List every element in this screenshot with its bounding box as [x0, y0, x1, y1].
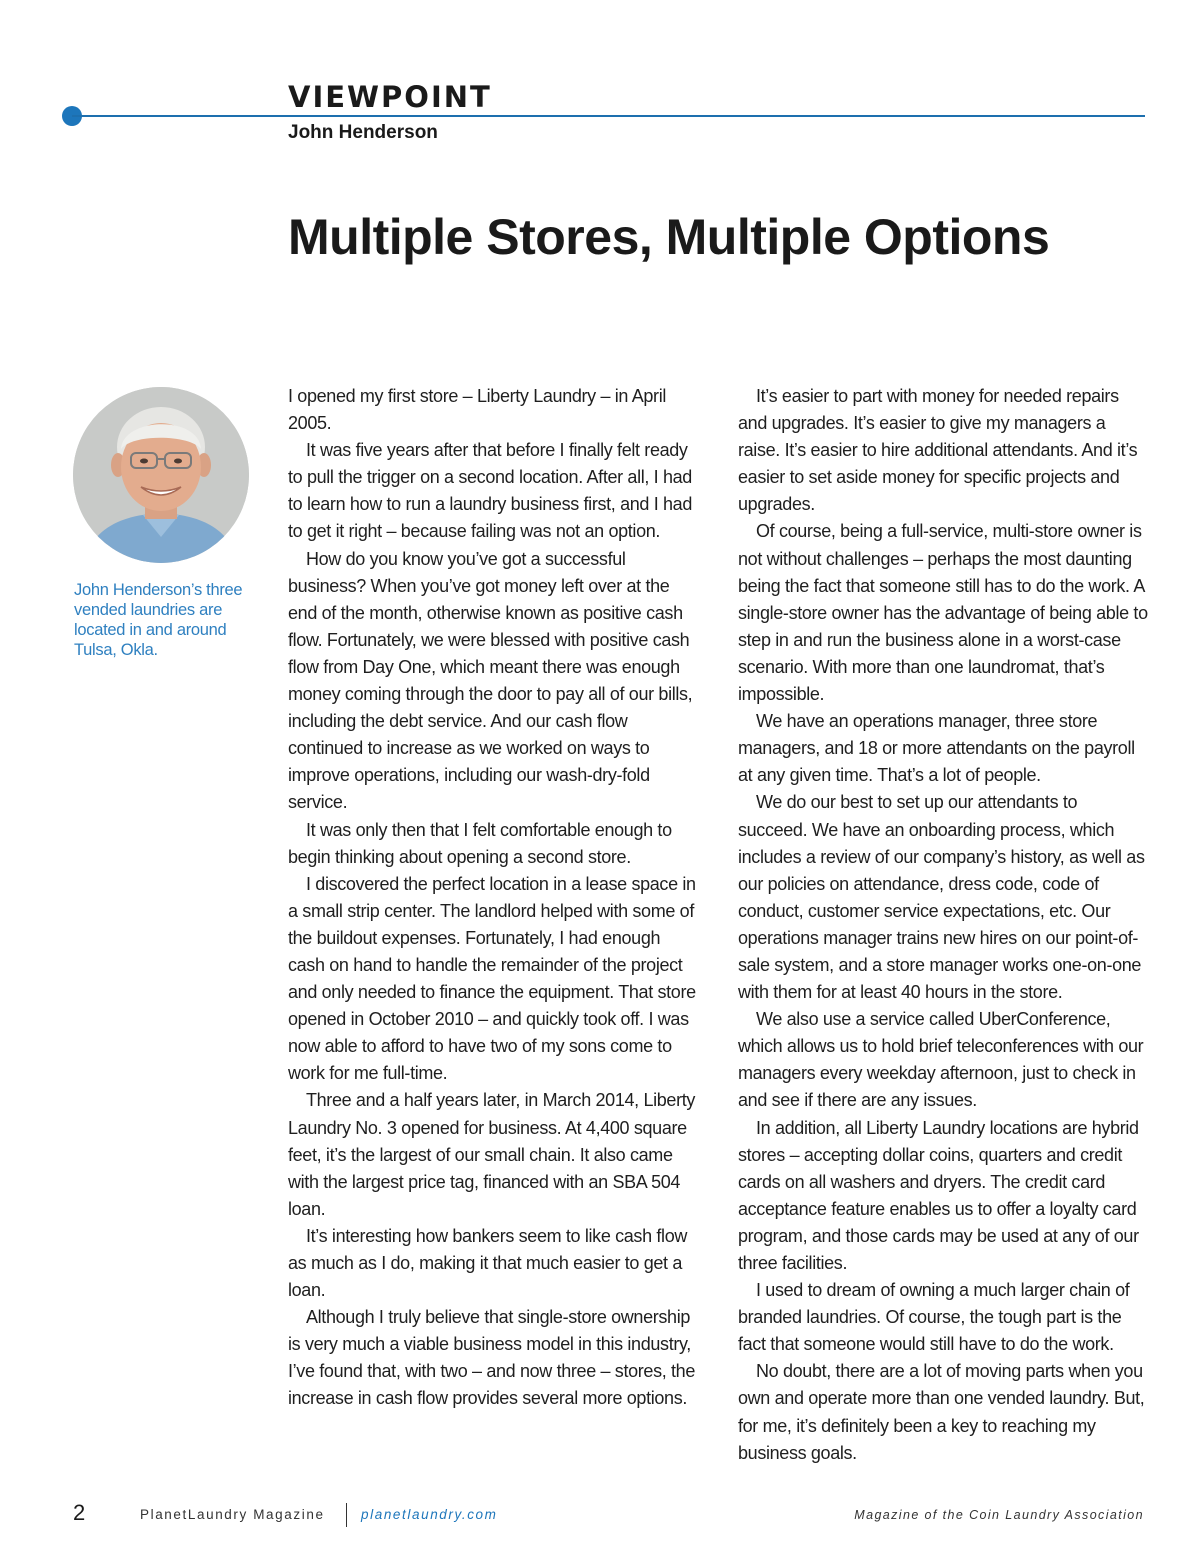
- article-column-left: [288, 383, 698, 1413]
- article-title: Multiple Stores, Multiple Options: [288, 209, 1050, 265]
- paragraph: Of course, being a full-service, multi-store owner is not without challenges – perhaps the most daunting being the fact that someone still has to do the work. A single-store owner has the advantage of being able to step in and run the business alone in a worst-case scenario. With more than one laundromat, that’s impossible.: [738, 521, 1148, 705]
- footer-divider: [346, 1503, 347, 1527]
- paragraph: It was five years after that before I finally felt ready to pull the trigger on a second location. After all, I had to learn how to run a laundry business first, and I had to get it right – because failing was not an option.: [288, 440, 692, 542]
- paragraph: I opened my first store – Liberty Laundry – in April 2005.: [288, 386, 667, 434]
- header-rule: [72, 115, 1145, 117]
- author-byline: John Henderson: [288, 122, 438, 143]
- paragraph: We have an operations manager, three store managers, and 18 or more attendants on the payroll at any given time. That’s a lot of people.: [738, 711, 1135, 786]
- page-number: 2: [73, 1500, 86, 1525]
- paragraph: It was only then that I felt comfortable enough to begin thinking about opening a second store.: [288, 819, 672, 867]
- paragraph: We also use a service called UberConference, which allows us to hold brief teleconferences with our managers every weekday afternoon, just to check in and see if there are any issues.: [738, 1009, 1144, 1111]
- section-label: VIEWPOINT: [288, 80, 492, 114]
- paragraph: In addition, all Liberty Laundry locations are hybrid stores – accepting dollar coins, quarters and credit cards on all washers and dryers. The credit card acceptance feature enables us to offer a loyalty card program, and those cards may be used at any of our three facilities.: [738, 1117, 1139, 1273]
- paragraph: I discovered the perfect location in a lease space in a small strip center. The landlord helped with some of the buildout expenses. Fortunately, I had enough cash on hand to handle the remainder of the project and only needed to finance the equipment. That store opened in October 2010 – and quickly took off. I was now able to afford to have two of my sons come to work for me full-time.: [288, 873, 696, 1084]
- paragraph: It’s interesting how bankers seem to like cash flow as much as I do, making it that much easier to get a loan.: [288, 1225, 688, 1301]
- publication-name: PlanetLaundry Magazine: [140, 1507, 325, 1522]
- paragraph: Three and a half years later, in March 2014, Liberty Laundry No. 3 opened for business. At 4,400 square feet, it’s the largest of our small chain. It also came with the largest price tag, financed with an SBA 504 loan.: [288, 1090, 696, 1219]
- article-column-right: [738, 383, 1150, 1467]
- author-photo: [73, 387, 249, 563]
- paragraph: How do you know you’ve got a successful business? When you’ve got money left over at the end of the month, otherwise known as positive cash flow. Fortunately, we were blessed with positive cash flow from Day One, which meant there was enough money coming through the door to pay all of our bills, including the debt service. And our cash flow continued to increase as we worked on ways to improve operations, including our wash-dry-fold service.: [288, 548, 693, 813]
- paragraph: I used to dream of owning a much larger chain of branded laundries. Of course, the tough part is the fact that someone would still have to do the work.: [738, 1280, 1130, 1355]
- paragraph: No doubt, there are a lot of moving parts when you own and operate more than one vended laundry. But, for me, it’s definitely been a key to reaching my business goals.: [738, 1361, 1145, 1463]
- photo-caption: John Henderson’s three vended laundries are located in and around Tulsa, Okla.: [74, 581, 243, 659]
- paragraph: We do our best to set up our attendants to succeed. We have an onboarding process, which includes a review of our company’s history, as well as our policies on attendance, dress code, code of conduct, customer service expectations, etc. Our operations manager trains new hires on our point-of-sale system, and a store manager works one-on-one with them for at least 40 hours in the store.: [738, 792, 1145, 1003]
- publication-tagline: Magazine of the Coin Laundry Association: [854, 1508, 1144, 1522]
- paragraph: It’s easier to part with money for needed repairs and upgrades. It’s easier to give my managers a raise. It’s easier to hire additional attendants. And it’s easier to set aside money for specific projects and upgrades.: [738, 386, 1138, 515]
- website-link[interactable]: planetlaundry.com: [361, 1507, 498, 1522]
- paragraph: Although I truly believe that single-store ownership is very much a viable business model in this industry, I’ve found that, with two – and now three – stores, the increase in cash flow provides several more options.: [288, 1307, 696, 1409]
